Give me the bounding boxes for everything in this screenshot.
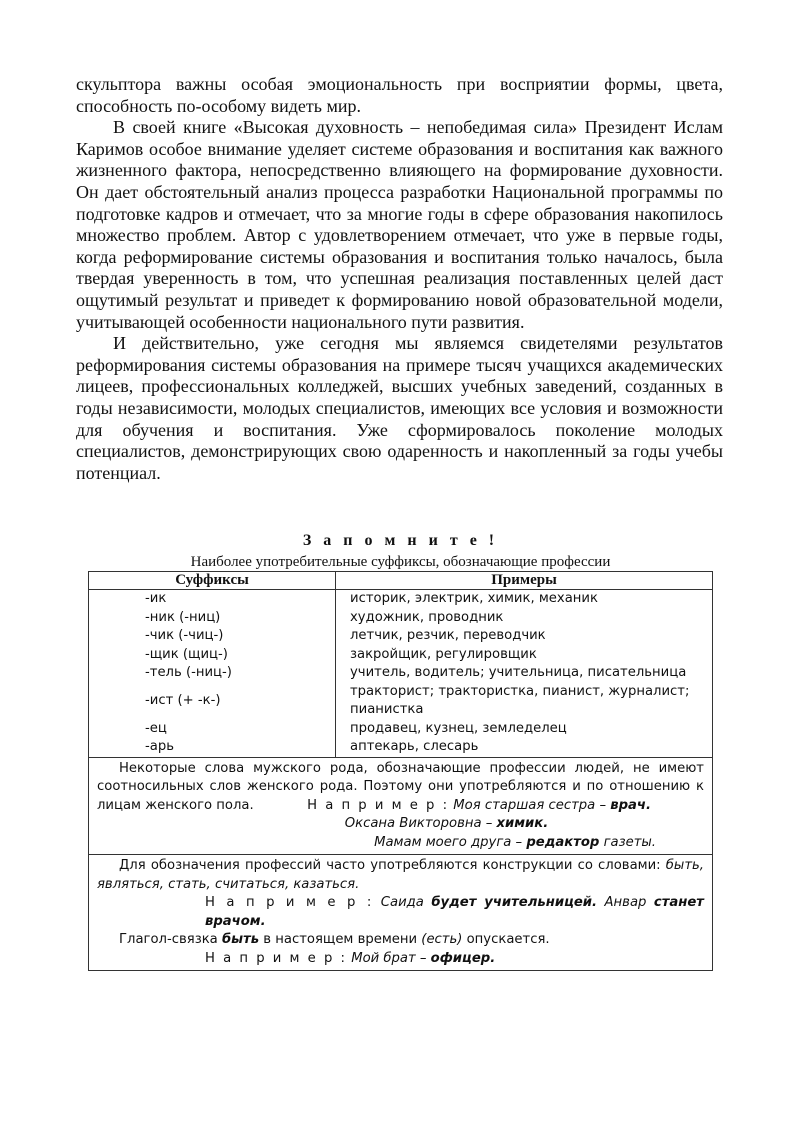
- examples-cell: летчик, резчик, переводчик: [336, 627, 713, 646]
- example-bold: будет учительницей.: [431, 895, 598, 910]
- note-2-copula-word: быть: [221, 932, 260, 947]
- suffix-cell: -ик: [89, 590, 336, 609]
- example-italic: Анвар: [604, 895, 647, 910]
- table-row: [89, 590, 713, 609]
- table-row: [89, 646, 713, 665]
- examples-cell: учитель, водитель; учительница, писательница: [336, 664, 713, 683]
- note-box-2: [88, 855, 713, 971]
- examples-cell: аптекарь, слесарь: [336, 738, 713, 757]
- example-italic: Оксана Викторовна –: [344, 816, 493, 831]
- note-2-text-b3: опускается.: [466, 932, 550, 947]
- example-italic: газеты.: [603, 834, 656, 850]
- suffix-cell: -чик (-чиц-): [89, 627, 336, 646]
- suffix-cell: -щик (щиц-): [89, 646, 336, 665]
- paragraph-3: И действительно, уже сегодня мы являемся свидетелями результатов реформирования системы образования на примере тысяч учащихся академических лицеев, профессиональных колледжей, высших учебных заведений, созданных в годы независимости, молодых специалистов, имеющих все условия и возможности для обучения и воспитания. Уже сформировалось поколение молодых специалистов, демонстрирующих свою одаренность и накопленный за годы учебы потенциал.: [76, 333, 723, 483]
- table-row: [89, 664, 713, 683]
- examples-cell: художник, проводник: [336, 609, 713, 628]
- example-italic: Мамам моего друга –: [374, 834, 523, 850]
- main-text: [76, 74, 723, 484]
- memo-subtitle: Наиболее употребительные суффиксы, обозначающие профессии: [190, 554, 611, 570]
- example-label: Н а п р и м е р :: [205, 950, 347, 966]
- note-2-text-b2: в настоящем времени: [263, 932, 418, 947]
- examples-cell: историк, электрик, химик, механик: [336, 590, 713, 609]
- examples-cell: закройщик, регулировщик: [336, 646, 713, 665]
- note-2-text-b1: Глагол-связка: [119, 932, 218, 947]
- suffix-cell: -тель (-ниц-): [89, 664, 336, 683]
- memo-title: З а п о м н и т е !: [302, 532, 499, 549]
- note-box-1: [88, 757, 713, 856]
- column-header-examples: Примеры: [336, 572, 713, 590]
- suffix-cell: -ец: [89, 720, 336, 739]
- example-italic: Моя старшая сестра –: [453, 797, 607, 813]
- examples-cell: тракторист; трактористка, пианист, журналист; пианистка: [336, 683, 713, 720]
- suffix-cell: -арь: [89, 738, 336, 757]
- column-header-suffixes: Суффиксы: [89, 572, 336, 590]
- suffix-cell: -ист (+ -к-): [89, 683, 336, 720]
- example-bold: химик.: [496, 816, 549, 831]
- note-1-text: Некоторые слова мужского рода, обозначающие профессии людей, не имеют соотносильных слов женского рода. Поэтому они употребляются и по отношению к лицам женского пола.: [97, 760, 704, 813]
- suffix-table: [88, 571, 713, 757]
- note-2-copula: [97, 931, 704, 950]
- note-2-text-b-italic: (есть): [421, 932, 463, 947]
- examples-cell: продавец, кузнец, земледелец: [336, 720, 713, 739]
- memo-box: [88, 532, 713, 971]
- note-1-example-2: [97, 815, 704, 834]
- table-row: [89, 720, 713, 739]
- example-bold: редактор: [526, 834, 600, 850]
- note-2-words: быть, являться, стать, считаться, казаться.: [97, 858, 704, 892]
- table-row: [89, 609, 713, 628]
- example-bold: врач.: [610, 797, 651, 813]
- note-2-text-a: Для обозначения профессий часто употребляются конструкции со словами:: [119, 858, 661, 873]
- suffix-rows: [89, 590, 713, 757]
- example-label: Н а п р и м е р :: [205, 895, 374, 910]
- paragraph-1: скульптора важны особая эмоциональность при восприятии формы, цвета, способность по-особому видеть мир.: [76, 74, 723, 116]
- note-2-example-1: [97, 894, 704, 931]
- suffix-cell: -ник (-ниц): [89, 609, 336, 628]
- note-1-example-3: [97, 834, 704, 853]
- paragraph-2: В своей книге «Высокая духовность – непобедимая сила» Президент Ислам Каримов особое внимание уделяет системе образования и воспитания как важного жизненного фактора, непосредственно влияющего на формирование духовности. Он дает обстоятельный анализ процесса разработки Национальной программы по подготовке кадров и отмечает, что за многие годы в сфере образования накопилось множество проблем. Автор с удовлетворением отмечает, что уже в первые годы, когда реформирование системы образования и воспитания только началось, была твердая уверенность в том, что успешная реализация поставленных целей даст ощутимый результат и приведет к формированию новой образовательной модели, учитывающей особенности национального пути развития.: [76, 117, 723, 332]
- table-header-row: [89, 572, 713, 590]
- example-bold: офицер.: [430, 950, 496, 966]
- table-row: [89, 627, 713, 646]
- note-2-text: [97, 857, 704, 894]
- example-italic: Саида: [380, 895, 424, 910]
- note-2-example-2: [97, 950, 704, 969]
- table-row: [89, 683, 713, 720]
- table-row: [89, 738, 713, 757]
- example-bold: станет врачом.: [205, 895, 704, 929]
- example-label: Н а п р и м е р :: [307, 797, 450, 813]
- example-italic: Мой брат –: [351, 950, 427, 966]
